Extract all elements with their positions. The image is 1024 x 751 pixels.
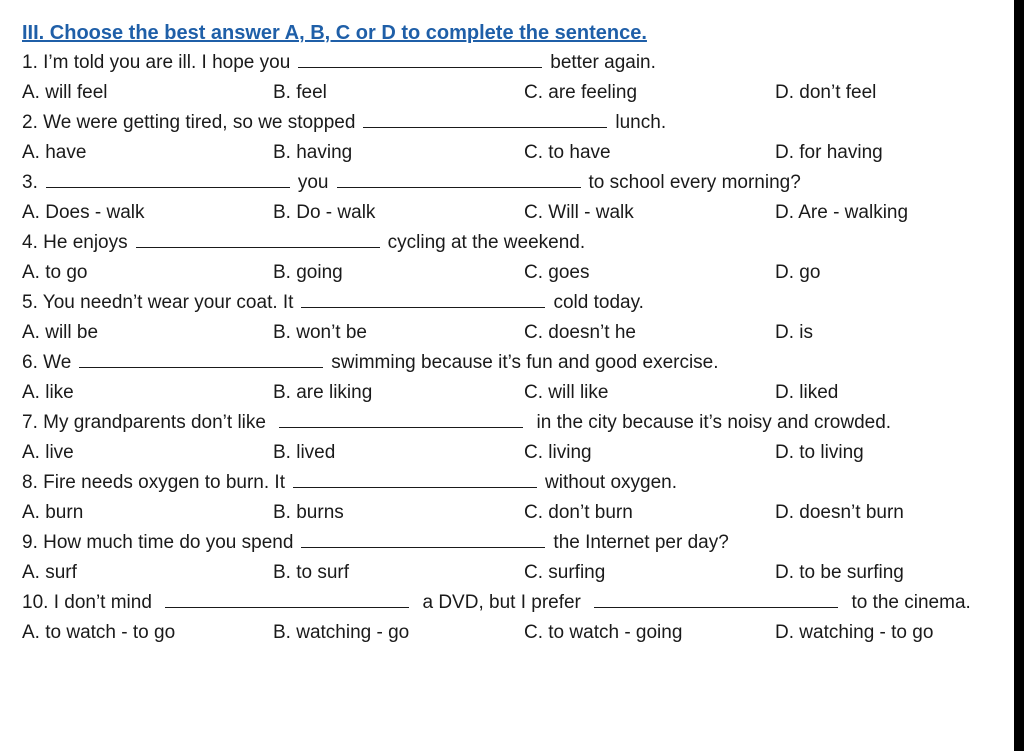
option-a[interactable]: A. will feel bbox=[22, 82, 108, 103]
option-b[interactable]: B. won’t be bbox=[273, 322, 367, 343]
option-c[interactable]: C. will like bbox=[524, 382, 609, 403]
question-text: cold today. bbox=[553, 292, 644, 313]
option-a[interactable]: A. burn bbox=[22, 502, 84, 523]
option-d[interactable]: D. is bbox=[775, 322, 813, 343]
option-d[interactable]: D. go bbox=[775, 262, 821, 283]
question-text: in the city because it’s noisy and crowded. bbox=[536, 412, 892, 433]
options-2 bbox=[22, 138, 1000, 168]
question-text: lunch. bbox=[615, 112, 667, 133]
question-2 bbox=[22, 108, 1000, 138]
options-7 bbox=[22, 438, 1000, 468]
option-c[interactable]: C. are feeling bbox=[524, 82, 638, 103]
question-8 bbox=[22, 468, 1000, 498]
option-a[interactable]: A. surf bbox=[22, 562, 77, 583]
option-a[interactable]: A. to go bbox=[22, 262, 88, 283]
option-d[interactable]: D. watching - to go bbox=[775, 622, 934, 643]
option-b[interactable]: B. feel bbox=[273, 82, 327, 103]
question-text: a DVD, but I prefer bbox=[422, 592, 581, 613]
option-c[interactable]: C. goes bbox=[524, 262, 590, 283]
option-b[interactable]: B. burns bbox=[273, 502, 344, 523]
option-c[interactable]: C. surfing bbox=[524, 562, 606, 583]
answer-blank bbox=[279, 408, 523, 428]
question-text: 10. I don’t mind bbox=[22, 592, 152, 613]
question-text: 4. He enjoys bbox=[22, 232, 128, 253]
question-text: 5. You needn’t wear your coat. It bbox=[22, 292, 294, 313]
option-b[interactable]: B. are liking bbox=[273, 382, 373, 403]
question-text: better again. bbox=[550, 52, 656, 73]
answer-blank bbox=[363, 108, 607, 128]
option-b[interactable]: B. watching - go bbox=[273, 622, 410, 643]
question-text: swimming because it’s fun and good exercise. bbox=[331, 352, 719, 373]
answer-blank bbox=[136, 228, 380, 248]
option-b[interactable]: B. having bbox=[273, 142, 353, 163]
answer-blank bbox=[298, 48, 542, 68]
option-d[interactable]: D. liked bbox=[775, 382, 839, 403]
question-text: the Internet per day? bbox=[553, 532, 729, 553]
question-text: to school every morning? bbox=[588, 172, 801, 193]
question-6 bbox=[22, 348, 1000, 378]
options-9 bbox=[22, 558, 1000, 588]
option-a[interactable]: A. to watch - to go bbox=[22, 622, 176, 643]
answer-blank bbox=[79, 348, 323, 368]
options-1 bbox=[22, 78, 1000, 108]
option-d[interactable]: D. for having bbox=[775, 142, 883, 163]
question-9 bbox=[22, 528, 1000, 558]
options-6 bbox=[22, 378, 1000, 408]
option-c[interactable]: C. to watch - going bbox=[524, 622, 683, 643]
options-4 bbox=[22, 258, 1000, 288]
question-text: 8. Fire needs oxygen to burn. It bbox=[22, 472, 285, 493]
answer-blank bbox=[301, 288, 545, 308]
option-d[interactable]: D. Are - walking bbox=[775, 202, 909, 223]
option-a[interactable]: A. Does - walk bbox=[22, 202, 145, 223]
question-text: without oxygen. bbox=[545, 472, 678, 493]
question-1 bbox=[22, 48, 1000, 78]
answer-blank bbox=[293, 468, 537, 488]
question-text: 6. We bbox=[22, 352, 72, 373]
option-c[interactable]: C. living bbox=[524, 442, 592, 463]
answer-blank bbox=[337, 168, 581, 188]
option-b[interactable]: B. to surf bbox=[273, 562, 350, 583]
question-3 bbox=[22, 168, 1000, 198]
option-a[interactable]: A. like bbox=[22, 382, 74, 403]
question-text: to the cinema. bbox=[851, 592, 971, 613]
option-c[interactable]: C. doesn’t he bbox=[524, 322, 636, 343]
options-8 bbox=[22, 498, 1000, 528]
question-text: cycling at the weekend. bbox=[387, 232, 586, 253]
option-a[interactable]: A. have bbox=[22, 142, 87, 163]
option-a[interactable]: A. live bbox=[22, 442, 74, 463]
question-text: you bbox=[297, 172, 329, 193]
question-text: 3. bbox=[22, 172, 38, 193]
option-b[interactable]: B. lived bbox=[273, 442, 336, 463]
question-text: 9. How much time do you spend bbox=[22, 532, 294, 553]
question-text: 2. We were getting tired, so we stopped bbox=[22, 112, 356, 133]
question-5 bbox=[22, 288, 1000, 318]
option-d[interactable]: D. to living bbox=[775, 442, 864, 463]
option-b[interactable]: B. Do - walk bbox=[273, 202, 376, 223]
options-5 bbox=[22, 318, 1000, 348]
question-text: 7. My grandparents don’t like bbox=[22, 412, 266, 433]
option-b[interactable]: B. going bbox=[273, 262, 343, 283]
options-10 bbox=[22, 618, 1000, 648]
options-3 bbox=[22, 198, 1000, 228]
answer-blank bbox=[46, 168, 290, 188]
exercise-heading: III. Choose the best answer A, B, C or D to complete the sentence. bbox=[22, 22, 647, 44]
option-d[interactable]: D. don’t feel bbox=[775, 82, 877, 103]
answer-blank bbox=[165, 588, 409, 608]
option-c[interactable]: C. don’t burn bbox=[524, 502, 633, 523]
option-c[interactable]: C. to have bbox=[524, 142, 611, 163]
question-10 bbox=[22, 588, 1000, 618]
option-a[interactable]: A. will be bbox=[22, 322, 99, 343]
question-7 bbox=[22, 408, 1000, 438]
option-c[interactable]: C. Will - walk bbox=[524, 202, 634, 223]
option-d[interactable]: D. doesn’t burn bbox=[775, 502, 904, 523]
answer-blank bbox=[594, 588, 838, 608]
answer-blank bbox=[301, 528, 545, 548]
question-text: 1. I’m told you are ill. I hope you bbox=[22, 52, 291, 73]
option-d[interactable]: D. to be surfing bbox=[775, 562, 904, 583]
question-4 bbox=[22, 228, 1000, 258]
